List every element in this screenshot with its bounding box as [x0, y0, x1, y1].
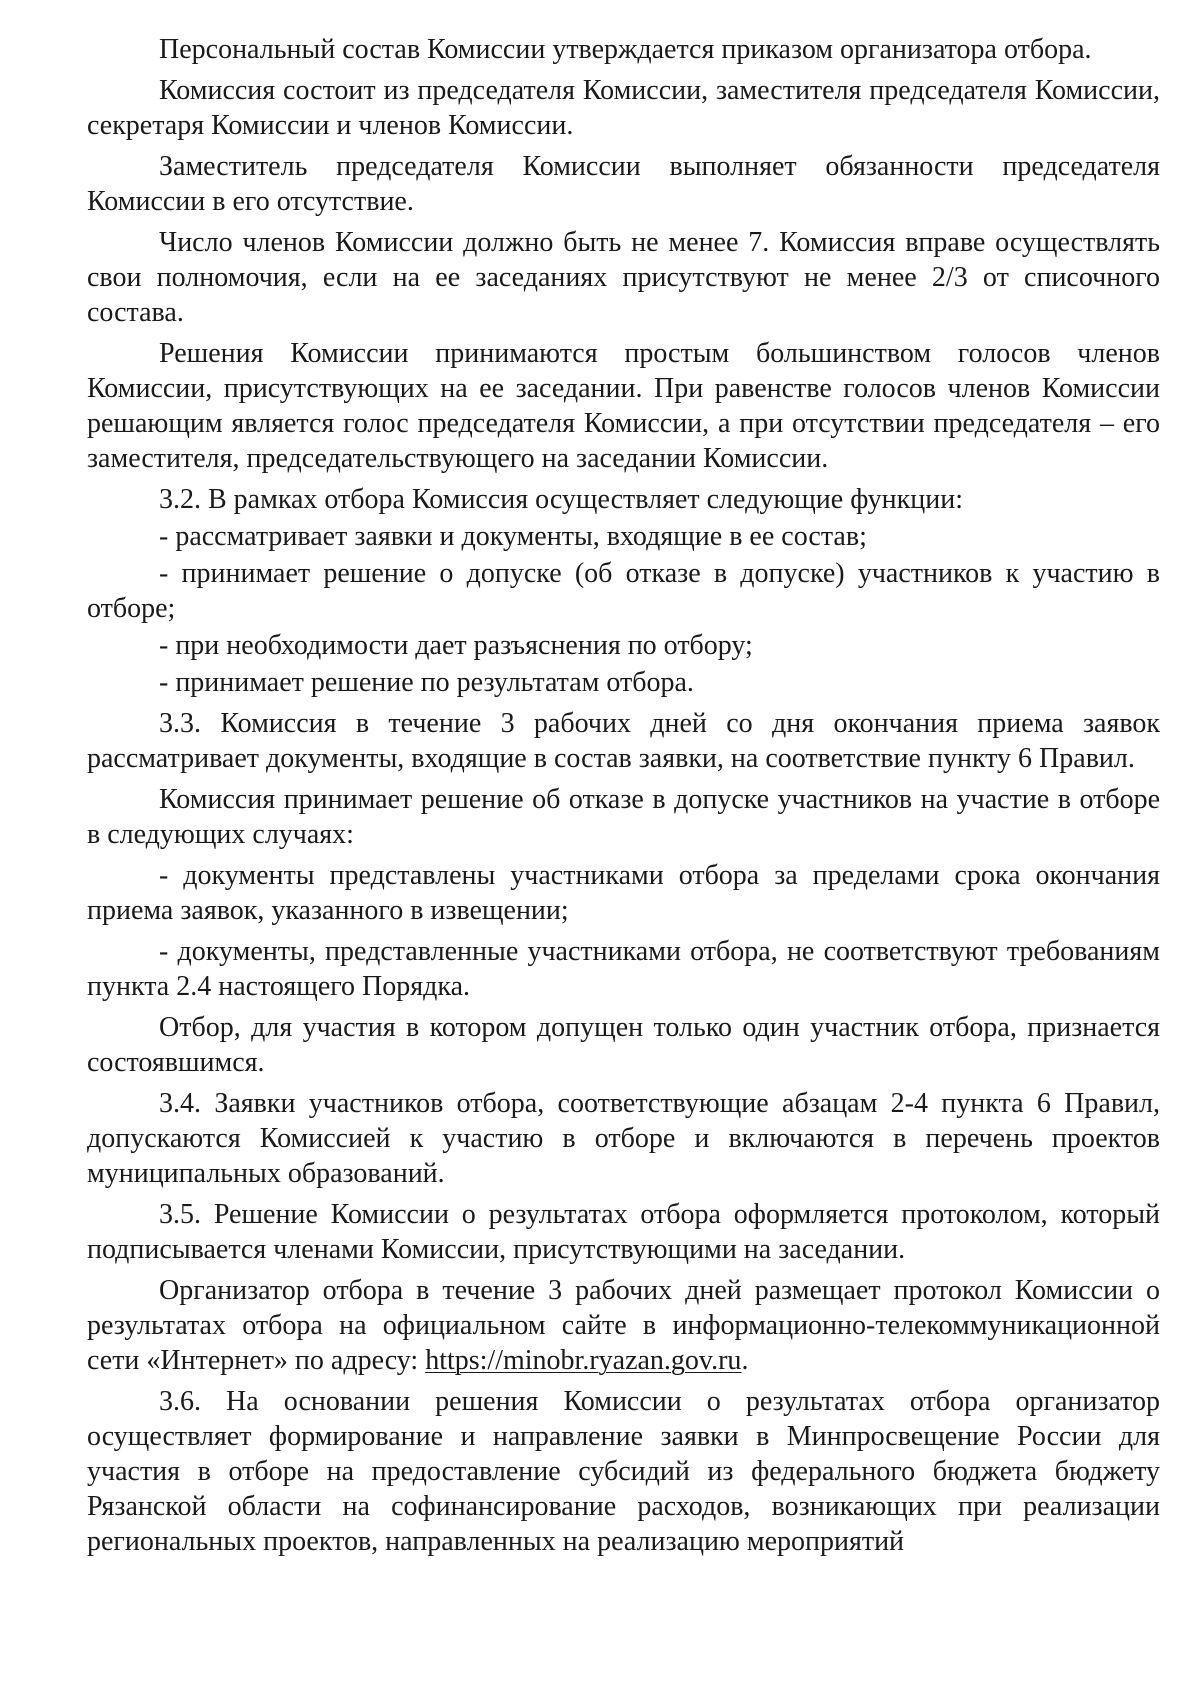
publication-text: Организатор отбора в течение 3 рабочих дней размещает протокол Комиссии о результатах отбора на официальном сайте в информационно-телекоммуникационной сети «Интернет» по адресу: — [87, 1275, 1160, 1376]
paragraph-refusal-cases: Комиссия принимает решение об отказе в допуске участников на участие в отборе в следующих случаях: — [87, 784, 1160, 850]
document-page — [87, 32, 1160, 1565]
list-item-noncompliant-documents: - документы, представленные участниками отбора, не соответствуют требованиям пункта 2.4 настоящего Порядка. — [87, 936, 1160, 1002]
paragraph-commission-composition-approval: Персональный состав Комиссии утверждается приказом организатора отбора. — [159, 34, 1092, 65]
list-item-clarifications: - при необходимости дает разъяснения по отбору; — [159, 630, 753, 661]
paragraph-protocol-publication — [87, 1273, 1160, 1378]
paragraph-section-3-2: 3.2. В рамках отбора Комиссия осуществляет следующие функции: — [159, 484, 963, 515]
paragraph-section-3-6: 3.6. На основании решения Комиссии о результатах отбора организатор осуществляет формирование и направление заявки в Минпросвещение России для участия в отборе на предоставление субсидий из федерального бюджета бюджету Рязанской области на софинансирование расходов, возникающих при реализации региональных проектов, направленных на реализацию мероприятий — [87, 1386, 1160, 1557]
website-link[interactable]: https://minobr.ryazan.gov.ru — [425, 1345, 742, 1376]
paragraph-section-3-3: 3.3. Комиссия в течение 3 рабочих дней со дня окончания приема заявок рассматривает документы, входящие в состав заявки, на соответствие пункту 6 Правил. — [87, 708, 1160, 774]
list-item-late-documents: - документы представлены участниками отбора за пределами срока окончания приема заявок, указанного в извещении; — [87, 860, 1160, 926]
list-item-admission-decision: - принимает решение о допуске (об отказе в допуске) участников к участию в отборе; — [87, 558, 1160, 624]
paragraph-single-participant: Отбор, для участия в котором допущен только один участник отбора, признается состоявшимся. — [87, 1012, 1160, 1078]
paragraph-deputy-duties: Заместитель председателя Комиссии выполняет обязанности председателя Комиссии в его отсутствие. — [87, 151, 1160, 217]
paragraph-quorum: Число членов Комиссии должно быть не менее 7. Комиссия вправе осуществлять свои полномочия, если на ее заседаниях присутствуют не менее 2/3 от списочного состава. — [87, 227, 1160, 328]
publication-end: . — [741, 1345, 749, 1376]
paragraph-section-3-4: 3.4. Заявки участников отбора, соответствующие абзацам 2-4 пункта 6 Правил, допускаются Комиссией к участию в отборе и включаются в перечень проектов муниципальных образований. — [87, 1088, 1160, 1189]
list-item-review-applications: - рассматривает заявки и документы, входящие в ее состав; — [159, 521, 867, 552]
paragraph-commission-members: Комиссия состоит из председателя Комиссии, заместителя председателя Комиссии, секретаря Комиссии и членов Комиссии. — [87, 75, 1160, 141]
list-item-results-decision: - принимает решение по результатам отбора. — [159, 667, 694, 698]
paragraph-decisions: Решения Комиссии принимаются простым большинством голосов членов Комиссии, присутствующих на ее заседании. При равенстве голосов членов Комиссии решающим является голос председателя Комиссии, а при отсутствии председателя – его заместителя, председательствующего на заседании Комиссии. — [87, 338, 1160, 474]
paragraph-section-3-5: 3.5. Решение Комиссии о результатах отбора оформляется протоколом, который подписывается членами Комиссии, присутствующими на заседании. — [87, 1199, 1160, 1265]
